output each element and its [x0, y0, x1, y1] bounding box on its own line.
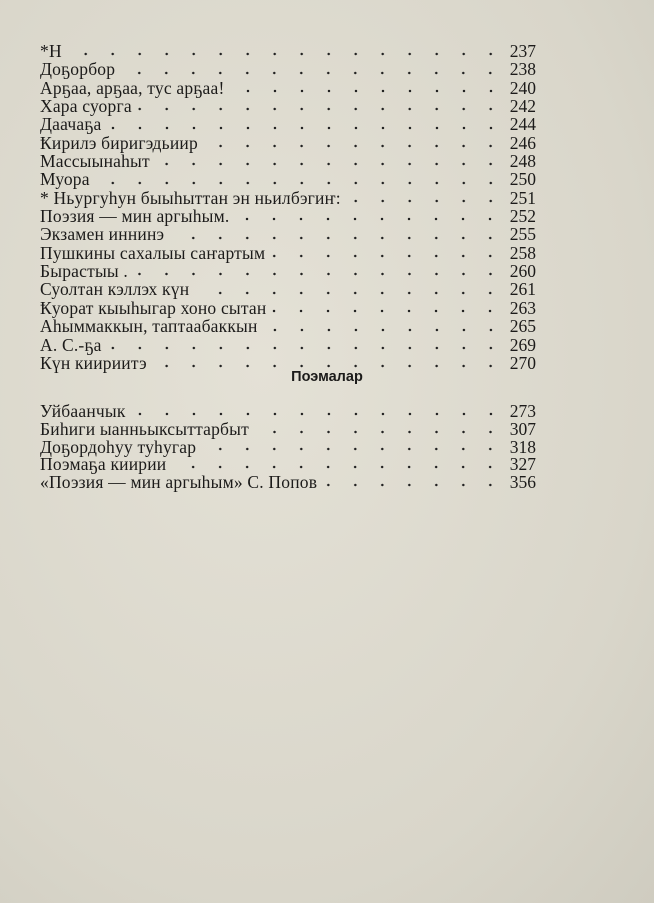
toc-entry-title: Бырастыы . — [40, 261, 129, 282]
leader-dots — [156, 162, 504, 166]
toc-entry-page: 270 — [509, 352, 536, 373]
leader-dots — [271, 254, 504, 258]
toc-entry-title: Ҟуорат кыыһыгар хоно сытан — [40, 297, 267, 318]
toc-entry — [40, 262, 536, 280]
toc-entry — [40, 42, 536, 60]
leader-dots — [108, 346, 504, 350]
toc-entry — [40, 60, 536, 78]
toc-entry-page: 237 — [509, 41, 536, 61]
toc-entry-page: 244 — [509, 114, 536, 135]
toc-entry — [40, 207, 536, 225]
leader-dots — [235, 217, 504, 221]
toc-entry-page: 238 — [509, 59, 536, 80]
toc-entry-page: 246 — [509, 132, 536, 153]
leader-dots — [153, 364, 504, 368]
toc-entry-title: Массыынаһыт — [40, 151, 150, 172]
toc-entry — [40, 299, 536, 317]
toc-entry — [40, 115, 536, 133]
toc-entry — [40, 189, 536, 207]
leader-dots — [68, 52, 504, 56]
toc-entry-title: Доҕорбор — [40, 59, 116, 80]
leader-dots — [172, 465, 504, 469]
toc-entry-page: 307 — [509, 418, 536, 439]
toc-entry-title: * Ньургуһун быыһыттан эн ньилбэгиҥ: — [40, 187, 341, 208]
toc-entry-title: Биһиги ыанньыксыттарбыт — [40, 418, 249, 439]
toc-entry — [40, 134, 536, 152]
toc-entry-title: Доҕордоһуу туһугар — [40, 436, 197, 457]
toc-entry-page: 273 — [509, 401, 536, 421]
leader-dots — [202, 447, 504, 451]
toc-entry — [40, 455, 536, 473]
toc-entry — [40, 244, 536, 262]
toc-entry-page: 318 — [509, 436, 536, 457]
leader-dots — [272, 309, 504, 313]
toc-entry-title: Муора — [40, 169, 90, 190]
toc-entry-page: 327 — [509, 454, 536, 475]
contents-list-poems — [40, 42, 536, 372]
leader-dots — [138, 107, 504, 111]
toc-entry — [40, 280, 536, 298]
toc-entry-title: Уйбаанчык — [40, 401, 126, 421]
toc-entry-page: 251 — [509, 187, 536, 208]
toc-entry — [40, 402, 536, 420]
leader-dots — [255, 430, 504, 434]
toc-entry-page: 250 — [509, 169, 536, 190]
toc-entry — [40, 170, 536, 188]
leader-dots — [134, 272, 504, 276]
toc-entry-title: Даачаҕа — [40, 114, 102, 135]
toc-entry-title: Арҕаа, арҕаа, тус арҕаа! — [40, 77, 225, 98]
leader-dots — [132, 412, 504, 416]
toc-entry-title: Поэмаҕа киирии — [40, 454, 167, 475]
toc-entry-title: Пушкины сахалыы саҥартым — [40, 242, 266, 263]
toc-entry-page: 255 — [509, 224, 536, 245]
leader-dots — [231, 89, 504, 93]
leader-dots — [323, 483, 504, 487]
leader-dots — [195, 291, 504, 295]
toc-entry — [40, 473, 536, 491]
leader-dots — [264, 328, 504, 332]
toc-entry — [40, 97, 536, 115]
toc-entry-title: Экзамен иннинэ — [40, 224, 165, 245]
toc-entry-page: 269 — [509, 334, 536, 355]
toc-entry-title: Ҟирилэ биригэдьиир — [40, 132, 198, 153]
leader-dots — [108, 126, 504, 130]
toc-entry-page: 356 — [509, 472, 536, 493]
leader-dots — [96, 181, 504, 185]
section-heading: Поэмалар — [291, 369, 363, 385]
toc-entry-title: Хара суорга — [40, 96, 132, 117]
toc-entry — [40, 438, 536, 456]
toc-entry — [40, 317, 536, 335]
toc-entry-page: 240 — [509, 77, 536, 98]
contents-list-long-poems — [40, 402, 536, 491]
toc-entry — [40, 79, 536, 97]
toc-entry — [40, 336, 536, 354]
toc-entry-title: А. С.-ҕа — [40, 334, 102, 355]
toc-entry-page: 252 — [509, 206, 536, 227]
leader-dots — [170, 236, 504, 240]
toc-entry-title: Күн киириитэ — [40, 352, 147, 373]
toc-entry-page: 260 — [509, 261, 536, 282]
toc-entry-page: 265 — [509, 316, 536, 337]
toc-entry-page: 263 — [509, 297, 536, 318]
toc-entry-title: Поэзия — мин аргыһым. — [40, 206, 230, 227]
toc-entry — [40, 152, 536, 170]
toc-entry-page: 258 — [509, 242, 536, 263]
toc-entry-page: 248 — [509, 151, 536, 172]
leader-dots — [347, 199, 504, 203]
toc-entry-page: 261 — [509, 279, 536, 300]
toc-entry-title: *Н — [40, 41, 62, 61]
toc-entry-title: Суолтан кэллэх күн — [40, 279, 190, 300]
toc-entry — [40, 420, 536, 438]
leader-dots — [204, 144, 504, 148]
toc-entry-title: «Поэзия — мин аргыһым» С. Попов — [40, 472, 318, 493]
toc-entry-title: Аһыммаккын, таптаабаккын — [40, 316, 258, 337]
toc-entry-page: 242 — [509, 96, 536, 117]
leader-dots — [121, 71, 504, 75]
toc-entry — [40, 225, 536, 243]
